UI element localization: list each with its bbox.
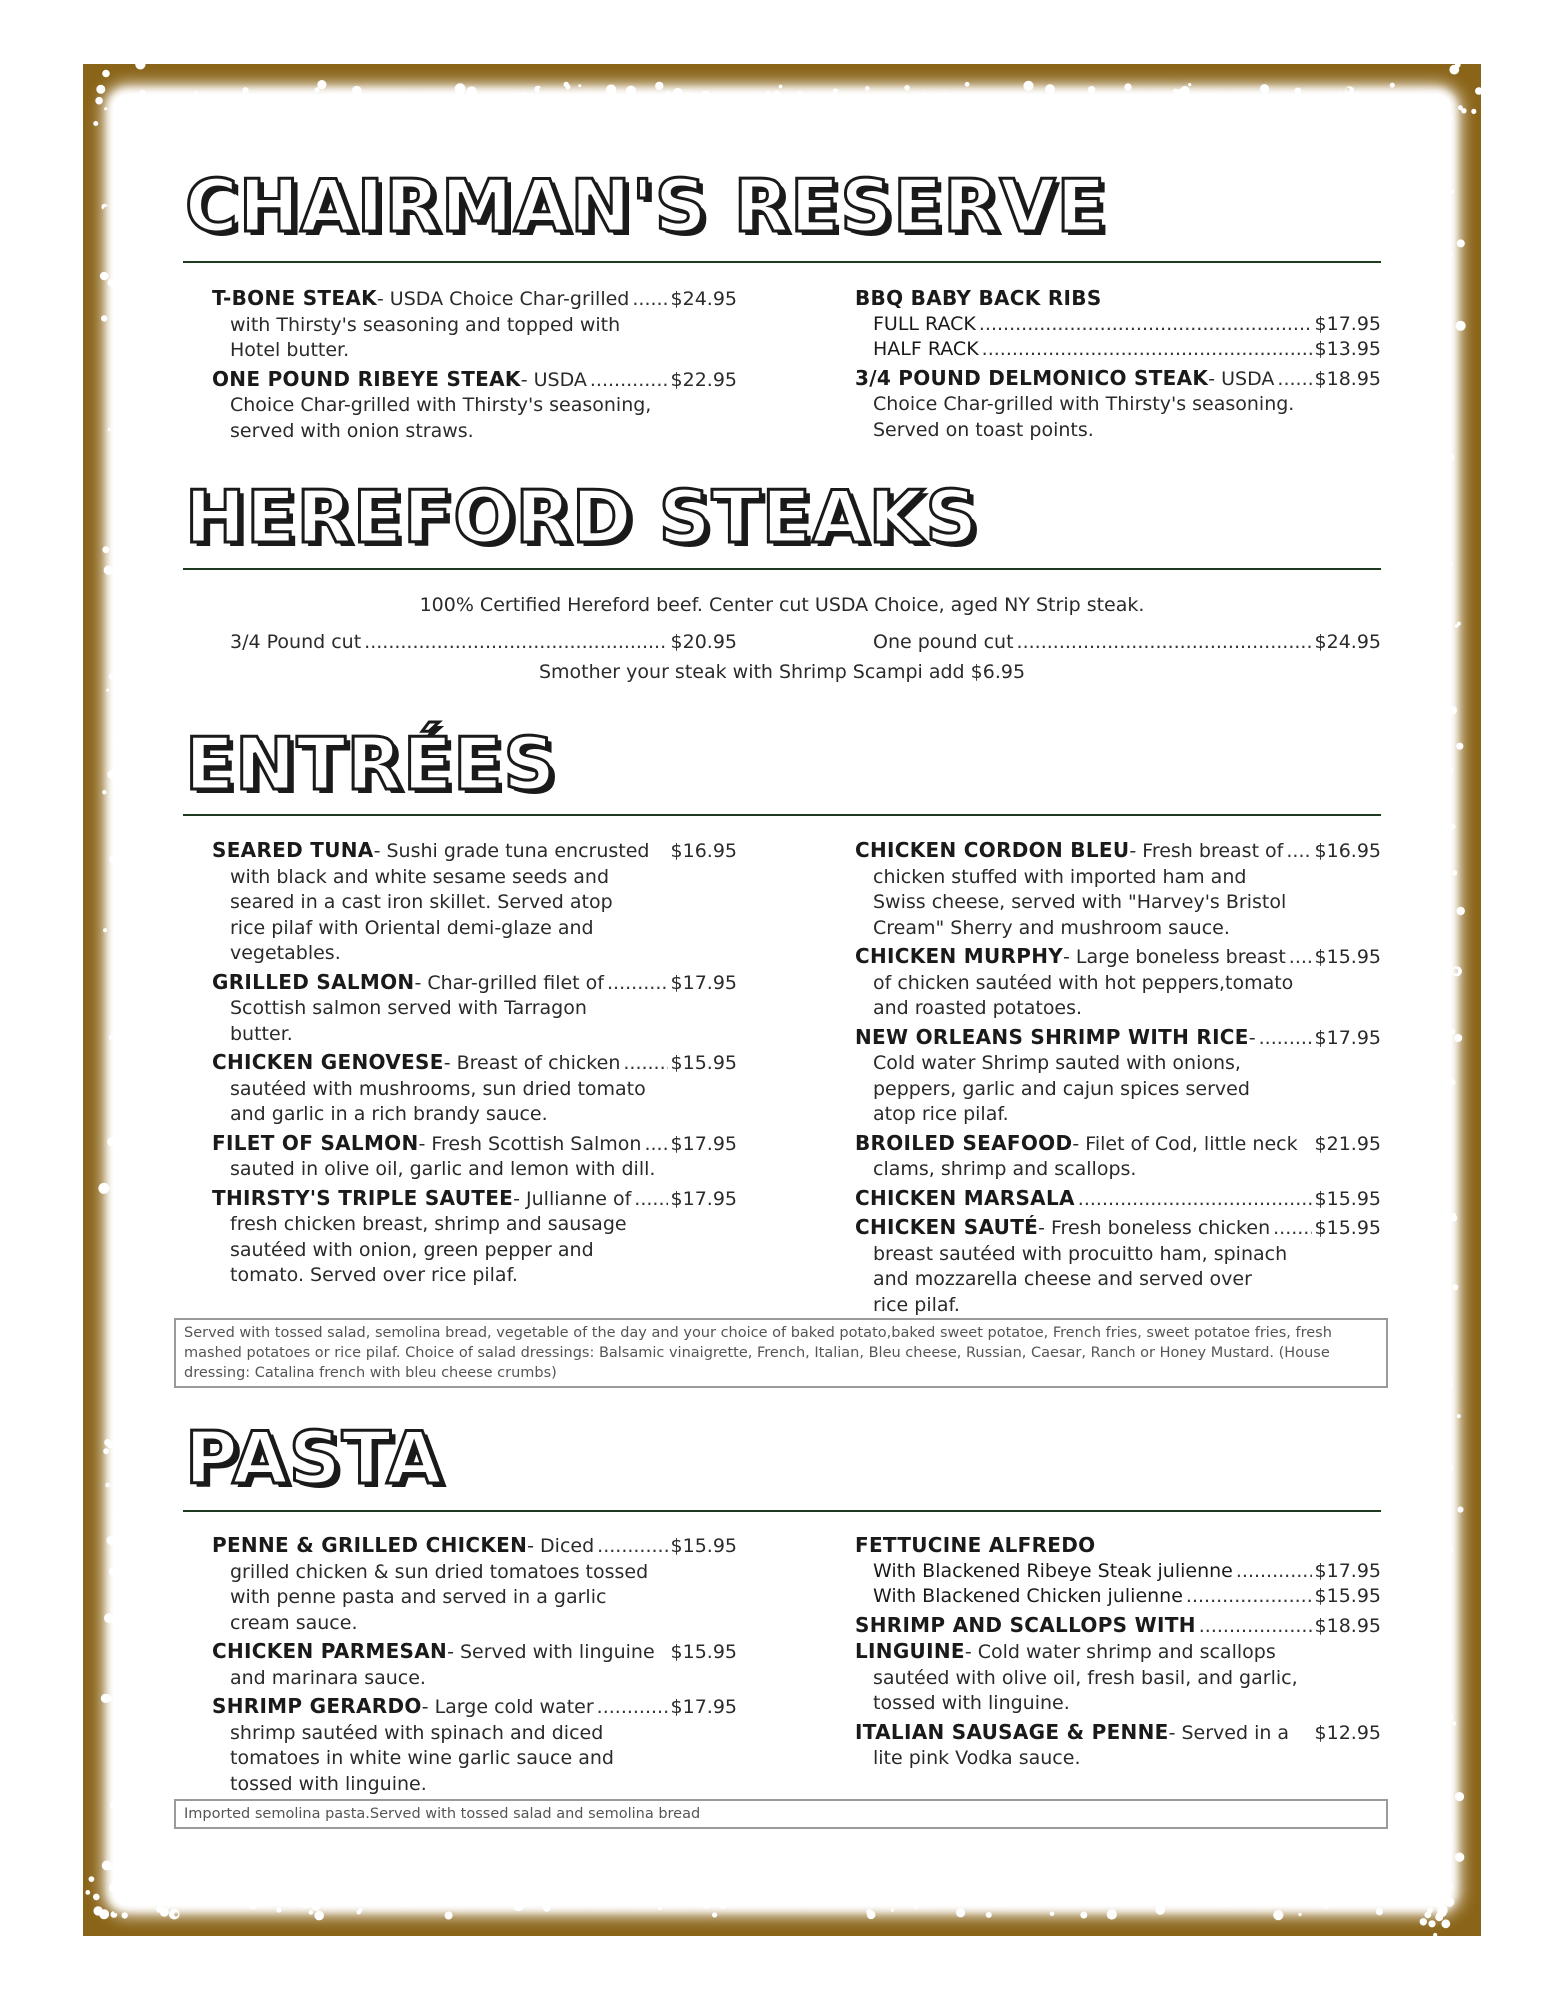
item-name: CHICKEN CORDON BLEU xyxy=(855,838,1130,862)
item-price: $18.95 xyxy=(1314,1614,1381,1637)
item-desc-cont: with black and white sesame seeds and xyxy=(230,865,610,888)
item-price: $16.95 xyxy=(1314,840,1381,862)
menu-item xyxy=(855,944,1381,1022)
item-desc-cont: chicken stuffed with imported ham and xyxy=(873,865,1247,888)
item-desc-cont: sautéed with olive oil, fresh basil, and garlic, xyxy=(873,1666,1298,1689)
item-desc-cont: clams, shrimp and scallops. xyxy=(873,1158,1137,1180)
option-label: With Blackened Chicken julienne xyxy=(873,1585,1183,1607)
menu-item xyxy=(212,838,737,967)
item-name: CHICKEN GENOVESE xyxy=(212,1050,444,1074)
option-label: 3/4 Pound cut xyxy=(230,631,362,653)
item-price: $18.95 xyxy=(1314,367,1381,390)
option-label: FULL RACK xyxy=(873,312,976,335)
item-desc: - Cold water shrimp and scallops xyxy=(964,1641,1276,1663)
item-desc-cont: tossed with linguine. xyxy=(873,1692,1070,1714)
item-name: CHICKEN MARSALA xyxy=(855,1185,1075,1210)
item-name: SHRIMP GERARDO xyxy=(212,1694,422,1718)
item-price: $21.95 xyxy=(1314,1132,1381,1155)
section-title-entrees: ENTRÉES xyxy=(185,722,557,806)
item-price: $15.95 xyxy=(670,1052,737,1074)
alfredo-option-chicken xyxy=(855,1584,1381,1610)
menu-item xyxy=(212,1639,737,1691)
menu-item xyxy=(855,1215,1381,1318)
hereford-smother-note: Smother your steak with Shrimp Scampi add $6.95 xyxy=(538,661,1026,683)
item-desc: - Large cold water xyxy=(421,1696,594,1718)
item-desc-cont: of chicken sautéed with hot peppers,tomato xyxy=(873,971,1294,994)
item-price: $22.95 xyxy=(670,368,737,391)
item-desc-cont: shrimp sautéed with spinach and diced xyxy=(230,1721,604,1744)
menu-item xyxy=(212,286,737,364)
item-desc-cont: sauted in olive oil, garlic and lemon with dill. xyxy=(230,1158,656,1180)
item-name: THIRSTY'S TRIPLE SAUTEE xyxy=(212,1185,514,1210)
item-desc: - Jullianne of xyxy=(513,1187,632,1210)
menu-item xyxy=(212,1050,737,1128)
item-desc-cont: seared in a cast iron skillet. Served atop xyxy=(230,891,613,913)
menu-item xyxy=(212,1131,737,1183)
item-price: $15.95 xyxy=(1314,946,1381,968)
menu-item xyxy=(212,1186,737,1289)
item-name: PENNE & GRILLED CHICKEN xyxy=(212,1533,528,1557)
item-desc: - Served with linguine xyxy=(447,1641,655,1663)
menu-item xyxy=(855,1186,1381,1213)
menu-item xyxy=(212,1533,737,1636)
item-name: FILET OF SALMON xyxy=(212,1130,419,1155)
item-name: FETTUCINE ALFREDO xyxy=(855,1533,1096,1557)
menu-item xyxy=(855,1025,1381,1128)
item-desc-cont: atop rice pilaf. xyxy=(873,1103,1009,1125)
item-name: BROILED SEAFOOD xyxy=(855,1130,1073,1155)
item-desc-cont: butter. xyxy=(230,1022,293,1045)
item-desc-cont: and roasted potatoes. xyxy=(873,997,1083,1019)
item-price: $24.95 xyxy=(1314,631,1381,653)
item-name-cont: LINGUINE xyxy=(855,1639,965,1663)
item-price: $15.95 xyxy=(1314,1217,1381,1239)
item-price: $17.95 xyxy=(670,1187,737,1210)
section-title-pasta: PASTA xyxy=(185,1416,443,1500)
rib-option-full-rack xyxy=(855,312,1381,338)
item-name: ITALIAN SAUSAGE & PENNE xyxy=(855,1719,1169,1744)
item-desc: - Large boneless breast xyxy=(1063,946,1286,968)
item-desc-cont: grilled chicken & sun dried tomatoes tossed xyxy=(230,1560,649,1583)
item-price: $20.95 xyxy=(670,631,737,653)
menu-item-delmonico xyxy=(855,366,1381,444)
section-rule xyxy=(183,568,1381,570)
item-desc-cont: and garlic in a rich brandy sauce. xyxy=(230,1103,548,1125)
entrees-sides-note: Served with tossed salad, semolina bread, vegetable of the day and your choice of baked potato,baked sweet potatoe, French fries, sweet potatoe fries, fresh mashed potatoes or rice pilaf. Choice of salad dressings: Balsamic vinaigrette, French, Italian, Bleu cheese, Russian, Caesar, Ranch or Honey Mustard. (House dressing: Catalina french with bleu cheese crumbs) xyxy=(174,1318,1388,1388)
item-price: $17.95 xyxy=(1314,1559,1381,1582)
pasta-left-column xyxy=(212,1533,737,1800)
hereford-cut-one-pound xyxy=(855,630,1381,659)
item-desc-cont: Choice Char-grilled with Thirsty's seasoning, xyxy=(230,394,652,416)
item-desc-cont: Hotel butter. xyxy=(230,339,350,361)
section-title-hereford-steaks: HEREFORD STEAKS xyxy=(185,475,979,559)
item-name: SHRIMP AND SCALLOPS WITH xyxy=(855,1612,1196,1637)
item-price: $16.95 xyxy=(670,840,737,862)
item-price: $17.95 xyxy=(670,971,737,994)
item-desc-cont: tossed with linguine. xyxy=(230,1772,427,1795)
item-desc-cont: and mozzarella cheese and served over xyxy=(873,1268,1252,1290)
section-rule xyxy=(183,814,1381,816)
item-desc-cont: sautéed with mushrooms, sun dried tomato xyxy=(230,1077,646,1100)
item-desc: - USDA xyxy=(520,368,587,391)
pasta-right-column xyxy=(855,1533,1381,1775)
item-desc-cont: rice pilaf. xyxy=(873,1293,960,1316)
item-price: $15.95 xyxy=(670,1641,737,1663)
item-price: $17.95 xyxy=(670,1696,737,1718)
option-label: With Blackened Ribeye Steak julienne xyxy=(873,1559,1233,1582)
item-desc-cont: served with onion straws. xyxy=(230,419,474,442)
item-desc-cont: vegetables. xyxy=(230,942,341,964)
item-desc-cont: tomatoes in white wine garlic sauce and xyxy=(230,1747,614,1769)
item-desc-cont: Served on toast points. xyxy=(873,418,1094,441)
menu-item-italian-sausage-penne xyxy=(855,1720,1381,1772)
menu-item xyxy=(212,1694,737,1797)
chairmans-left-column xyxy=(212,286,737,447)
item-desc-cont: lite pink Vodka sauce. xyxy=(873,1747,1081,1769)
item-desc: - Fresh breast of xyxy=(1129,840,1284,862)
item-price: $17.95 xyxy=(1314,1026,1381,1049)
item-desc-cont: Cold water Shrimp sauted with onions, xyxy=(873,1052,1241,1074)
section-rule xyxy=(183,261,1381,263)
item-desc: - Sushi grade tuna encrusted xyxy=(373,840,650,862)
item-desc: - xyxy=(1248,1026,1256,1049)
menu-item-shrimp-scallops-linguine xyxy=(855,1613,1381,1717)
alfredo-option-ribeye xyxy=(855,1559,1381,1585)
entrees-left-column xyxy=(212,838,737,1292)
item-price: $15.95 xyxy=(670,1535,737,1557)
item-desc-cont: cream sauce. xyxy=(230,1611,358,1634)
pasta-note: Imported semolina pasta.Served with tossed salad and semolina bread xyxy=(174,1799,1388,1829)
item-desc-cont: with penne pasta and served in a garlic xyxy=(230,1586,607,1608)
entrees-right-column xyxy=(855,838,1381,1321)
item-desc-cont: tomato. Served over rice pilaf. xyxy=(230,1264,518,1286)
item-desc-cont: Scottish salmon served with Tarragon xyxy=(230,997,587,1019)
item-name: BBQ BABY BACK RIBS xyxy=(855,286,1102,310)
section-rule xyxy=(183,1510,1381,1512)
item-name: ONE POUND RIBEYE STEAK xyxy=(212,366,521,391)
item-desc: - Diced xyxy=(527,1535,595,1557)
menu-item-fettucine-alfredo xyxy=(855,1533,1381,1610)
item-name: GRILLED SALMON xyxy=(212,969,415,994)
item-desc: - Filet of Cod, little neck xyxy=(1072,1132,1298,1155)
hereford-cut-3-4-pound xyxy=(212,630,737,659)
item-price: $15.95 xyxy=(1314,1187,1381,1210)
item-name: T-BONE STEAK xyxy=(212,286,377,310)
menu-item xyxy=(212,367,737,445)
item-price: $12.95 xyxy=(1314,1721,1381,1744)
menu-item-bbq-ribs xyxy=(855,286,1381,363)
item-price: $15.95 xyxy=(1314,1585,1381,1607)
item-desc-cont: with Thirsty's seasoning and topped with xyxy=(230,313,621,336)
item-desc-cont: Cream" Sherry and mushroom sauce. xyxy=(873,916,1230,939)
item-desc-cont: Choice Char-grilled with Thirsty's seasoning. xyxy=(873,393,1295,415)
item-name: 3/4 POUND DELMONICO STEAK xyxy=(855,365,1209,390)
item-name: CHICKEN PARMESAN xyxy=(212,1639,448,1663)
item-desc-cont: and marinara sauce. xyxy=(230,1666,426,1689)
item-name: NEW ORLEANS SHRIMP WITH RICE xyxy=(855,1024,1249,1049)
chairmans-right-column xyxy=(855,286,1381,446)
item-price: $17.95 xyxy=(1314,312,1381,335)
item-desc: - Fresh boneless chicken xyxy=(1038,1217,1271,1239)
item-price: $13.95 xyxy=(1314,338,1381,360)
item-desc: - USDA Choice Char-grilled xyxy=(376,288,630,310)
item-desc: - Served in a xyxy=(1168,1721,1290,1744)
option-label: One pound cut xyxy=(873,631,1014,653)
item-desc-cont: sautéed with onion, green pepper and xyxy=(230,1238,594,1261)
rib-option-half-rack xyxy=(855,337,1381,363)
item-desc: - Fresh Scottish Salmon xyxy=(418,1132,642,1155)
item-desc-cont: peppers, garlic and cajun spices served xyxy=(873,1077,1250,1100)
item-price: $17.95 xyxy=(670,1132,737,1155)
section-title-chairmans-reserve: CHAIRMAN'S RESERVE xyxy=(185,164,1107,248)
hereford-intro: 100% Certified Hereford beef. Center cut USDA Choice, aged NY Strip steak. xyxy=(419,594,1145,616)
item-name: CHICKEN SAUTÉ xyxy=(855,1215,1039,1239)
item-price: $24.95 xyxy=(670,288,737,310)
item-desc: - USDA xyxy=(1208,367,1275,390)
option-label: HALF RACK xyxy=(873,338,979,360)
item-name: CHICKEN MURPHY xyxy=(855,944,1064,968)
item-desc-cont: rice pilaf with Oriental demi-glaze and xyxy=(230,916,594,939)
item-desc: - Breast of chicken xyxy=(443,1052,621,1074)
item-name: SEARED TUNA xyxy=(212,838,374,862)
item-desc: - Char-grilled filet of xyxy=(414,971,604,994)
item-desc-cont: breast sautéed with procuitto ham, spinach xyxy=(873,1242,1288,1265)
item-desc-cont: fresh chicken breast, shrimp and sausage xyxy=(230,1213,627,1235)
menu-item xyxy=(855,1131,1381,1183)
item-desc-cont: Swiss cheese, served with "Harvey's Bristol xyxy=(873,891,1287,913)
menu-item xyxy=(855,838,1381,941)
menu-item xyxy=(212,970,737,1048)
